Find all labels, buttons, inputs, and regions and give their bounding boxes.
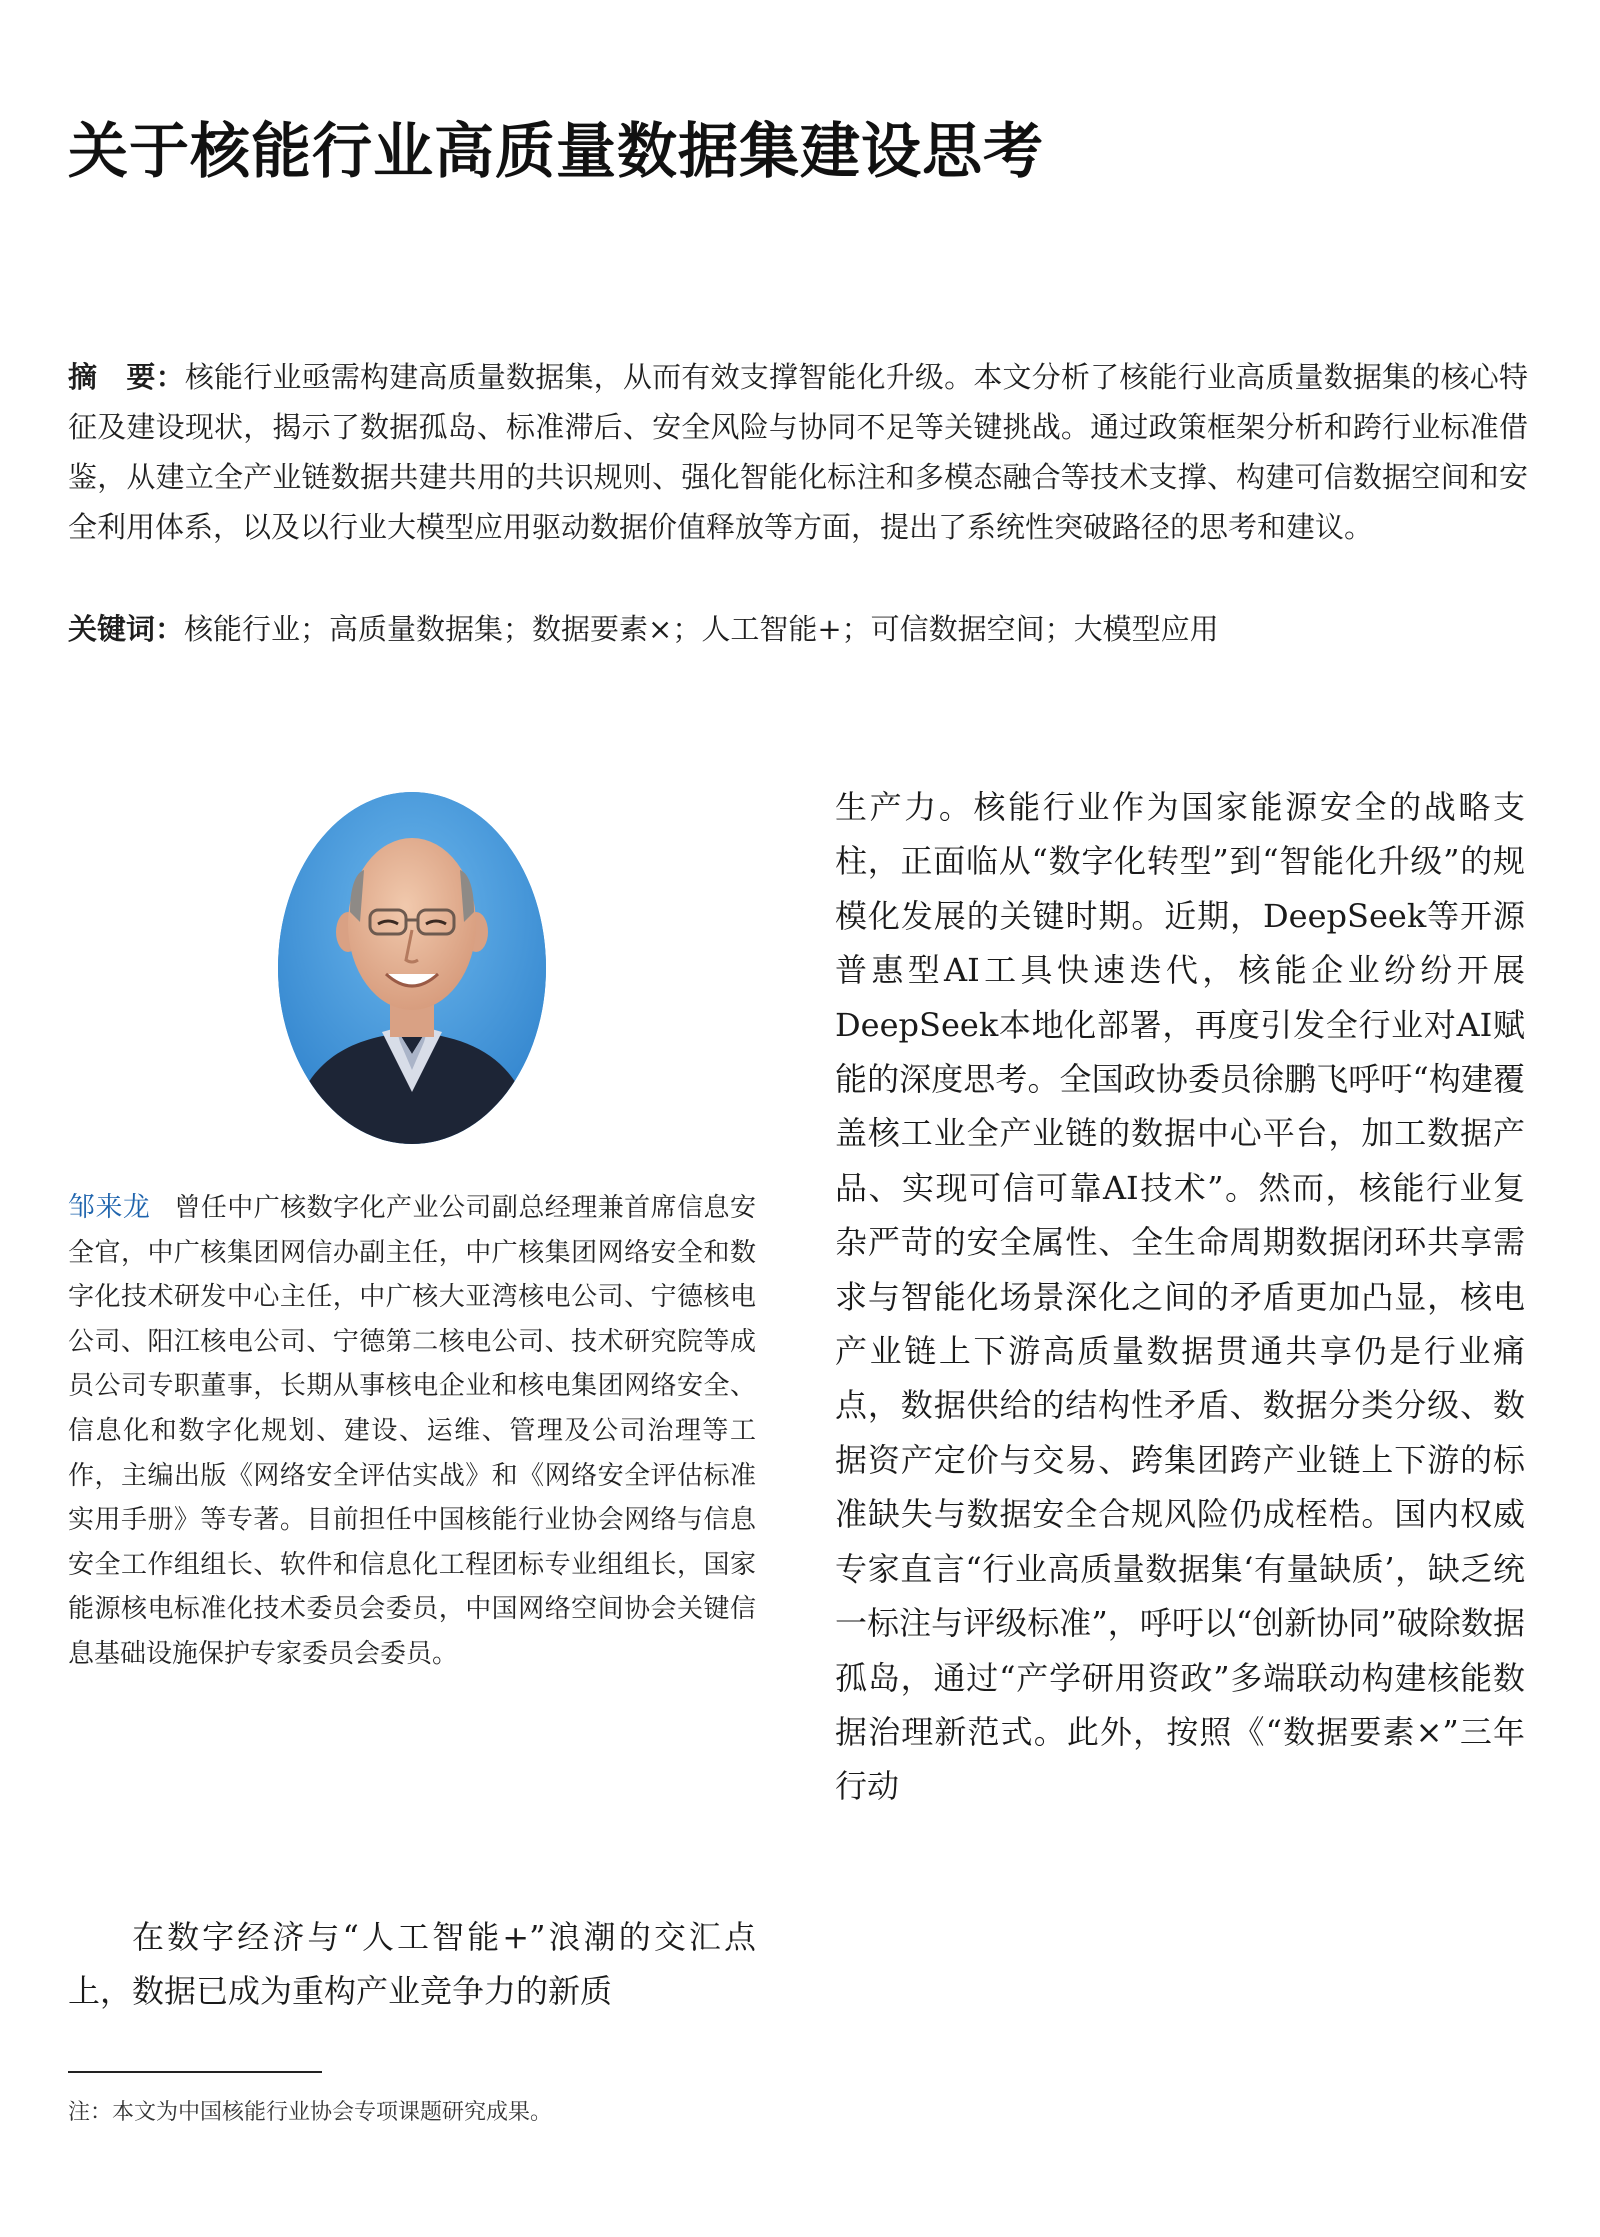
author-bio-text: 曾任中广核数字化产业公司副总经理兼首席信息安全官，中广核集团网信办副主任，中广核集团网络安全和数字化技术研发中心主任，中广核大亚湾核电公司、宁德核电公司、阳江核电公司、宁德第二核电公司、技术研究院等成员公司专职董事，长期从事核电企业和核电集团网络安全、信息化和数字化规划、建设、运维、管理及公司治理等工作，主编出版《网络安全评估实战》和《网络安全评估标准实用手册》等专著。目前担任中国核能行业协会网络与信息安全工作组组长、软件和信息化工程团标专业组组长，国家能源核电标准化技术委员会委员，中国网络空间协会关键信息基础设施保护专家委员会委员。 bbox=[68, 1193, 756, 1669]
author-bio bbox=[68, 1186, 756, 1677]
abstract-text: 核能行业亟需构建高质量数据集，从而有效支撑智能化升级。本文分析了核能行业高质量数据集的核心特征及建设现状，揭示了数据孤岛、标准滞后、安全风险与协同不足等关键挑战。通过政策框架分析和跨行业标准借鉴，从建立全产业链数据共建共用的共识规则、强化智能化标注和多模态融合等技术支撑、构建可信数据空间和安全利用体系，以及以行业大模型应用驱动数据价值释放等方面，提出了系统性突破路径的思考和建议。 bbox=[68, 360, 1528, 544]
keywords-label: 关键词： bbox=[68, 612, 185, 646]
body-text-left-column: 在数字经济与“人工智能+”浪潮的交汇点上，数据已成为重构产业竞争力的新质 bbox=[68, 1918, 756, 2010]
author-name: 邹来龙 bbox=[68, 1192, 151, 1223]
footnote: 注：本文为中国核能行业协会专项课题研究成果。 bbox=[68, 2100, 553, 2125]
author-portrait bbox=[278, 792, 546, 1144]
author-portrait-image bbox=[278, 792, 546, 1144]
abstract bbox=[68, 352, 1528, 552]
keywords bbox=[68, 604, 1528, 654]
keywords-text: 核能行业；高质量数据集；数据要素×；人工智能+；可信数据空间；大模型应用 bbox=[184, 612, 1219, 646]
abstract-label: 摘 要： bbox=[68, 360, 185, 394]
body-text-right-column: 生产力。核能行业作为国家能源安全的战略支柱，正面临从“数字化转型”到“智能化升级”的规模化发展的关键时期。近期，DeepSeek等开源普惠型AI工具快速迭代，核能企业纷纷开展DeepSeek本地化部署，再度引发全行业对AI赋能的深度思考。全国政协委员徐鹏飞呼吁“构建覆盖核工业全产业链的数据中心平台，加工数据产品、实现可信可靠AI技术”。然而，核能行业复杂严苛的安全属性、全生命周期数据闭环共享需求与智能化场景深化之间的矛盾更加凸显，核电产业链上下游高质量数据贯通共享仍是行业痛点，数据供给的结构性矛盾、数据分类分级、数据资产定价与交易、跨集团跨产业链上下游的标准缺失与数据安全合规风险仍成桎梏。国内权威专家直言“行业高质量数据集‘有量缺质’，缺乏统一标注与评级标准”，呼吁以“创新协同”破除数据孤岛，通过“产学研用资政”多端联动构建核能数据治理新范式。此外，按照《“数据要素×”三年行动 bbox=[835, 788, 1525, 1806]
footnote-divider bbox=[68, 2071, 322, 2073]
page-title: 关于核能行业高质量数据集建设思考 bbox=[68, 117, 1044, 187]
